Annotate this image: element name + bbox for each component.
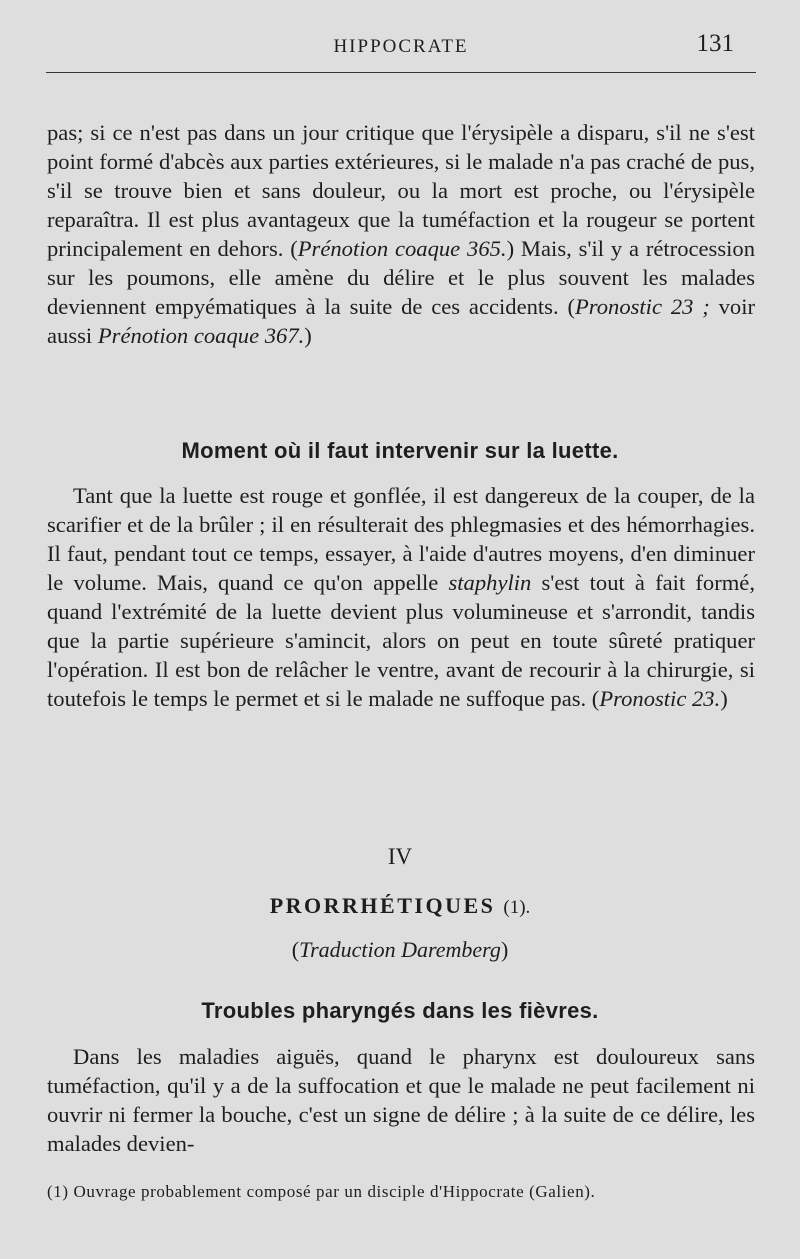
citation: Pronostic 23 ; bbox=[574, 294, 710, 319]
paragraph-text: Tant que la luette est rouge et gonflée, il est dangereux de la couper, de la scarifier et de la brûler ; il en résulterait des phlegmasies et des hémorrhagies. Il faut, pendant tout ce temps, essayer, à l'aide d'autres moyens, d'en diminuer le volume. Mais, quand ce qu'on appelle bbox=[47, 483, 755, 595]
footnote: (1) Ouvrage probablement composé par un disciple d'Hippocrate (Galien). bbox=[47, 1182, 596, 1201]
footnote-marker: (1). bbox=[503, 897, 531, 918]
italic-term: staphylin bbox=[448, 570, 532, 595]
paragraph-troubles bbox=[47, 1042, 755, 1158]
paragraph-text: ) bbox=[720, 686, 728, 711]
paragraph-text: ) bbox=[304, 323, 312, 348]
paragraph-text: voir aussi bbox=[47, 294, 756, 348]
heading-troubles: Troubles pharyngés dans les fièvres. bbox=[201, 998, 599, 1023]
page-number: 131 bbox=[696, 30, 734, 57]
paragraph-text: pas; si ce n'est pas dans un jour critique que l'érysipèle a disparu, s'il ne s'est point formé d'abcès aux parties extérieures, si le malade n'a pas craché de pus, s'il se trouve bien et sans douleur, ou la mort est proche, ou l'érysipèle reparaîtra. Il est plus avantageux que la tuméfaction et la rougeur se portent principalement en dehors. ( bbox=[47, 120, 755, 261]
header-rule bbox=[46, 72, 756, 73]
citation: Prénotion coaque 367. bbox=[97, 323, 305, 348]
chapter-number: IV bbox=[387, 844, 413, 869]
paragraph-erysipele bbox=[47, 118, 755, 350]
paragraph-text: s'est tout à fait formé, quand l'extrémité de la luette devient plus volumineuse et s'arrondit, tandis que la partie supérieure s'amincit, alors on peut en toute sûreté pratiquer l'opération. Il est bon de relâcher le ventre, avant de recourir à la chirurgie, si toutefois le temps le permet et si le malade ne suffoque pas. ( bbox=[47, 570, 755, 711]
translation-credit: (Traduction Daremberg) bbox=[291, 937, 509, 962]
paragraph-text: Dans les maladies aiguës, quand le pharynx est douloureux sans tuméfaction, qu'il y a de la suffocation et que le malade ne peut facilement ni ouvrir ni fermer la bouche, c'est un signe de délire ; à la suite de ce délire, les malades devien- bbox=[47, 1044, 755, 1156]
heading-luette: Moment où il faut intervenir sur la luette. bbox=[181, 438, 619, 463]
running-title: HIPPOCRATE bbox=[333, 36, 469, 57]
translator: Traduction Daremberg bbox=[299, 937, 501, 962]
citation: Prénotion coaque 365. bbox=[297, 236, 507, 261]
paragraph-luette bbox=[47, 481, 755, 713]
running-head bbox=[46, 30, 756, 66]
section-title bbox=[0, 893, 800, 919]
section-title-text: PRORRHÉTIQUES bbox=[269, 893, 496, 918]
citation: Pronostic 23. bbox=[599, 686, 721, 711]
paragraph-text: ) Mais, s'il y a rétrocession sur les poumons, elle amène du délire et le plus souvent les malades deviennent empyématiques à la suite de ces accidents. ( bbox=[47, 236, 756, 319]
